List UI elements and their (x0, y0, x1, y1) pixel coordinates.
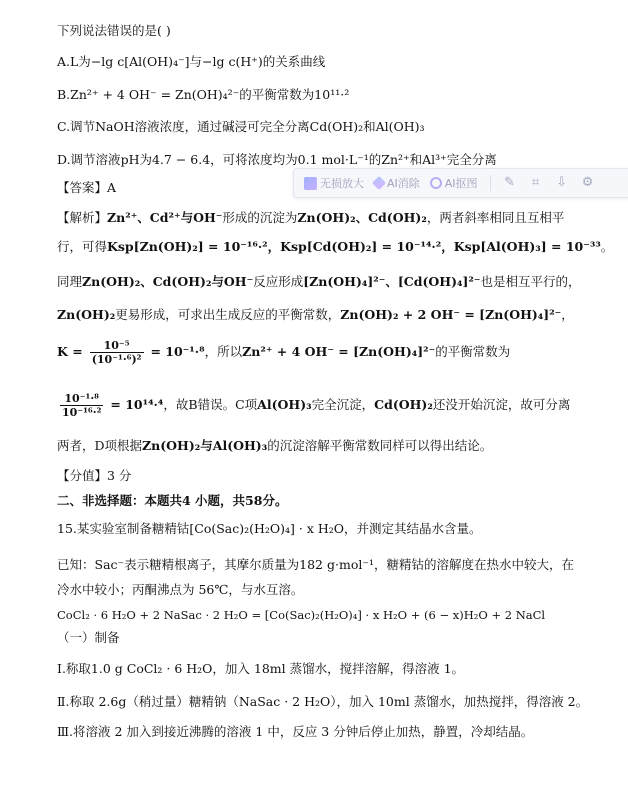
ratio-fraction: $\frac{\text{10⁻¹·⁸}}{\text{10⁻¹⁶·²}}$ (62, 392, 102, 419)
option-d: D.调节溶液pH为4.7 − 6.4，可将浓度均为0.1 mol·L⁻¹的Zn²⁺和Al³⁺完全分离 (57, 152, 497, 167)
option-c: C.调节NaOH溶液浓度，通过碱浸可完全分离Cd(OH)₂和Al(OH)₃ (57, 119, 425, 134)
edit-icon[interactable]: ✎ (504, 175, 516, 190)
score-label: 【分值】3 分 (57, 468, 132, 483)
question-stem: 下列说法错误的是( ) (57, 23, 171, 38)
analysis-line-1: 【解析】Zn²⁺、Cd²⁺与OH⁻形成的沉淀为Zn(OH)₂、Cd(OH)₂，两者斜率相同且互相平 (57, 210, 565, 225)
q15-line-1: 15.某实验室制备糖精钴[Co(Sac)₂(H₂O)₄] · x H₂O，并测定其结晶水含量。 (57, 521, 482, 536)
k-fraction: $\frac{\text{10⁻⁵}}{\text{(10⁻¹·⁶)²}}$ (91, 339, 142, 366)
ai-erase-button[interactable]: AI消除 (374, 175, 420, 191)
analysis-line-6: $\frac{\text{10⁻¹·⁸}}{\text{10⁻¹⁶·²}}$ = 10¹⁴·⁴，故B错误。C项Al(OH)₃完全沉淀，Cd(OH)₂还没开始沉淀，故可分离 (62, 392, 571, 419)
lossless-zoom-button[interactable]: 无损放大 (304, 175, 364, 191)
analysis-line-2: 行，可得Ksp[Zn(OH)₂] = 10⁻¹⁶·²，Ksp[Cd(OH)₂] = 10⁻¹⁴·²，Ksp[Al(OH)₃] = 10⁻³³。 (57, 239, 614, 254)
option-b: B.Zn²⁺ + 4 OH⁻ = Zn(OH)₄²⁻的平衡常数为10¹¹·² (57, 87, 350, 102)
analysis-line-4: Zn(OH)₂更易形成，可求出生成反应的平衡常数，Zn(OH)₂ + 2 OH⁻ = [Zn(OH)₄]²⁻， (57, 307, 574, 322)
q15-equation: CoCl₂ · 6 H₂O + 2 NaSac · 2 H₂O = [Co(Sac)₂(H₂O)₄] · x H₂O + (6 − x)H₂O + 2 NaCl (57, 608, 546, 622)
settings-icon[interactable]: ⚙ (581, 175, 594, 190)
crop-icon[interactable]: ⌗ (531, 175, 540, 190)
q15-step-1: Ⅰ.称取1.0 g CoCl₂ · 6 H₂O，加入 18ml 蒸馏水，搅拌溶解，得溶液 1。 (57, 661, 465, 676)
q15-step-3: Ⅲ.将溶液 2 加入到接近沸腾的溶液 1 中，反应 3 分钟后停止加热，静置，冷却结晶。 (57, 724, 534, 739)
download-icon[interactable]: ⇩ (556, 175, 568, 190)
ai-cutout-button[interactable]: AI抠图 (430, 175, 478, 191)
q15-line-2: 已知：Sac⁻表示糖精根离子，其摩尔质量为182 g·mol⁻¹，糖精钴的溶解度在热水中较大，在 (57, 557, 574, 572)
q15-line-3: 冷水中较小；丙酮沸点为 56℃，与水互溶。 (57, 582, 304, 597)
analysis-line-5: K = $\frac{\text{10⁻⁵}}{\text{(10⁻¹·⁶)²}}$ = 10⁻¹·⁸，所以Zn²⁺ + 4 OH⁻ = [Zn(OH)₄]²⁻的平衡常数为 (57, 339, 511, 366)
q15-subheading: （一）制备 (57, 630, 120, 645)
section-heading: 二、非选择题：本题共4 小题，共58分。 (57, 493, 288, 508)
answer-label: 【答案】A (57, 180, 117, 195)
q15-step-2: Ⅱ.称取 2.6g（稍过量）糖精钠（NaSac · 2 H₂O），加入 10ml 蒸馏水，加热搅拌，得溶液 2。 (57, 694, 589, 709)
analysis-line-3: 同理Zn(OH)₂、Cd(OH)₂与OH⁻反应形成[Zn(OH)₄]²⁻、[Cd(OH)₄]²⁻也是相互平行的， (57, 274, 581, 289)
analysis-line-7: 两者，D项根据Zn(OH)₂与Al(OH)₃的沉淀溶解平衡常数同样可以得出结论。 (57, 438, 493, 453)
option-a: A.L为−lg c[Al(OH)₄⁻]与−lg c(H⁺)的关系曲线 (57, 54, 326, 69)
